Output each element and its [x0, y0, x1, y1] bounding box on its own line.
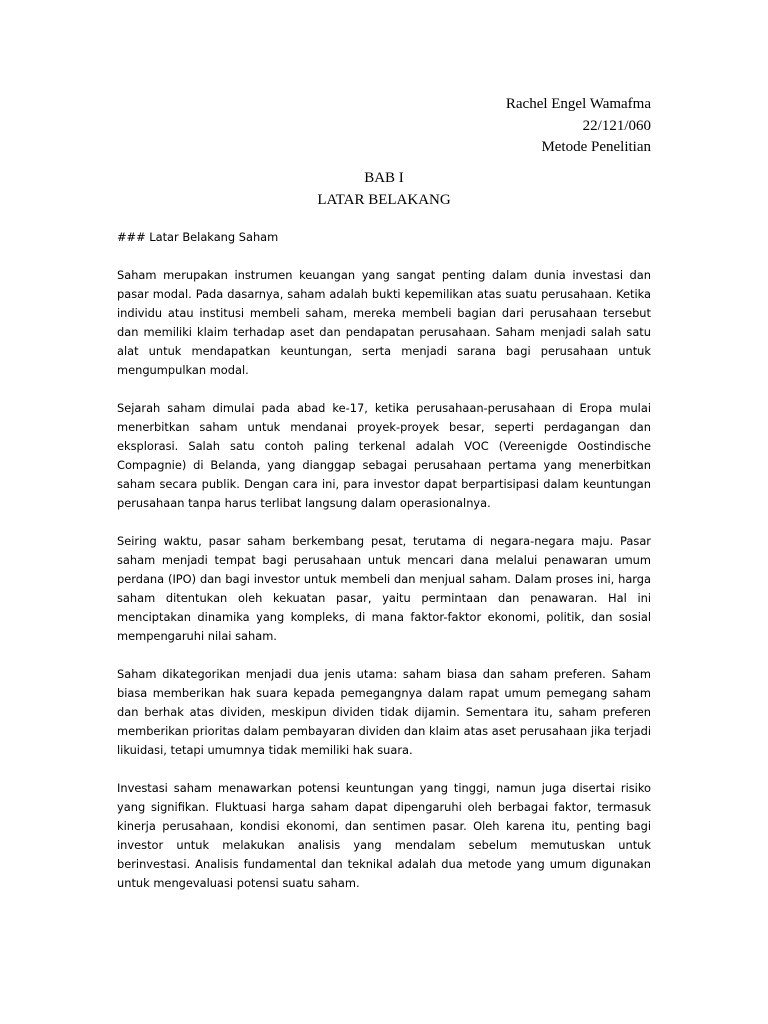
- paragraph: Seiring waktu, pasar saham berkembang pesat, terutama di negara-negara maju. Pasar saham menjadi tempat bagi perusahaan untuk mencari dana melalui penawaran umum perdana (IPO) dan bagi investor untuk membeli dan menjual saham. Dalam proses ini, harga saham ditentukan oleh kekuatan pasar, yaitu permintaan dan penawaran. Hal ini menciptakan dinamika yang kompleks, di mana faktor-faktor ekonomi, politik, dan sosial mempengaruhi nilai saham.: [117, 534, 651, 643]
- paragraph: Saham merupakan instrumen keuangan yang sangat penting dalam dunia investasi dan pasar modal. Pada dasarnya, saham adalah bukti kepemilikan atas suatu perusahaan. Ketika individu atau institusi membeli saham, mereka membeli bagian dari perusahaan tersebut dan memiliki klaim terhadap aset dan pendapatan perusahaan. Saham menjadi salah satu alat untuk mendapatkan keuntungan, serta menjadi sarana bagi perusahaan untuk mengumpulkan modal.: [117, 268, 651, 377]
- chapter-heading: [117, 168, 651, 211]
- chapter-number: BAB I: [364, 170, 404, 186]
- paragraph: Sejarah saham dimulai pada abad ke-17, ketika perusahaan-perusahaan di Eropa mulai menerbitkan saham untuk mendanai proyek-proyek besar, seperti perdagangan dan eksplorasi. Salah satu contoh paling terkenal adalah VOC (Vereenigde Oostindische Compagnie) di Belanda, yang dianggap sebagai perusahaan pertama yang menerbitkan saham secara publik. Dengan cara ini, para investor dapat berpartisipasi dalam keuntungan perusahaan tanpa harus terlibat langsung dalam operasionalnya.: [117, 401, 651, 510]
- paragraph: Investasi saham menawarkan potensi keuntungan yang tinggi, namun juga disertai risiko yang signifikan. Fluktuasi harga saham dapat dipengaruhi oleh berbagai faktor, termasuk kinerja perusahaan, kondisi ekonomi, dan sentimen pasar. Oleh karena itu, penting bagi investor untuk melakukan analisis yang mendalam sebelum memutuskan untuk berinvestasi. Analisis fundamental dan teknikal adalah dua metode yang umum digunakan untuk mengevaluasi potensi suatu saham.: [117, 781, 651, 890]
- section-heading: ### Latar Belakang Saham: [117, 230, 279, 244]
- author-info: [400, 94, 651, 159]
- paragraph: Saham dikategorikan menjadi dua jenis utama: saham biasa dan saham preferen. Saham biasa memberikan hak suara kepada pemegangnya dalam rapat umum pemegang saham dan berhak atas dividen, meskipun dividen tidak dijamin. Sementara itu, saham preferen memberikan prioritas dalam pembayaran dividen dan klaim atas aset perusahaan jika terjadi likuidasi, tetapi umumnya tidak memiliki hak suara.: [117, 667, 651, 757]
- course-name: Metode Penelitian: [541, 139, 651, 155]
- author-name: Rachel Engel Wamafma: [505, 96, 651, 112]
- student-id: 22/121/060: [582, 117, 651, 134]
- document-body: [117, 228, 651, 912]
- chapter-title: LATAR BELAKANG: [317, 191, 451, 208]
